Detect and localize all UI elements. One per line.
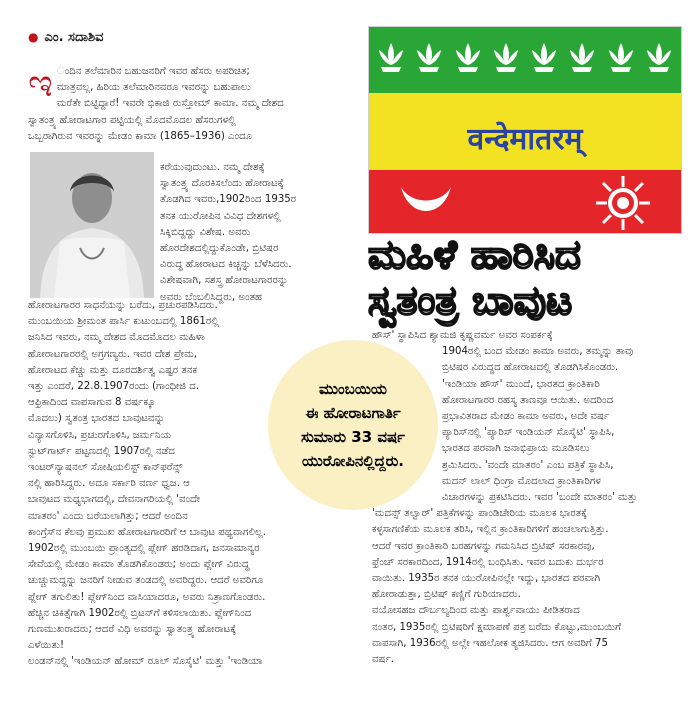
text-line: ತೊಡಗಿದ ಇವರು,1902ರಿಂದ 1935ರ	[160, 194, 297, 206]
text-line: ಭಾರತದ ಪರವಾಗಿ ಜನಾಭಿಪ್ರಾಯ ಮೂಡಿಸಲು	[442, 443, 590, 455]
article-column-1	[28, 298, 368, 671]
text-line: ಕಾಂಗ್ರೆಸ್‌ನ ಕೆಲವು ಪ್ರಮುಖ ಹೋರಾಟಗಾರರಿಗೆ ಆ ಬಾವುಟ ಪಥ್ಯವಾಗಲಿಲ್ಲ.	[28, 526, 267, 538]
text-line: ಹೆಚ್ಚಿನ ಚಿಕಿತ್ಸೆಗಾಗಿ 1902ರಲ್ಲಿ ಬ್ರಿಟನ್‌ಗೆ ಕಳಿಸಲಾಯಿತು. ಪ್ಲೇಗ್‌ನಿಂದ	[28, 607, 252, 619]
text-line: ವಯೋಸಹಜ ದೌರ್ಬಲ್ಯದಿಂದ ಮತ್ತು ಪಾರ್ಶ್ವವಾಯು ಪೀಡಿತರಾದ	[372, 605, 580, 617]
text-line: ಪ್ಲೇಗ್ ತಗುಲಿತು! ಪ್ಲೇಗ್‌ನಿಂದ ವಾಸಿಯಾದರೂ, ಅವರು ನಿತ್ರಾಣಗೊಂಡರು.	[28, 591, 266, 603]
text-line: ಕರೆಯುವುದುಂಟು. ನಮ್ಮ ದೇಶಕ್ಕೆ	[160, 162, 265, 173]
portrait-illustration	[30, 152, 154, 298]
flag-motto: वन्देमातरम्	[467, 122, 583, 157]
text-line: ಮರೆತೇ ಬಿಟ್ಟಿದ್ದಾರೆ! ಇವರೇ ಭಿಕಾಜಿ ರುಸ್ತೋಮ್ ಕಾಮಾ. ನಮ್ಮ ದೇಶದ	[56, 98, 284, 110]
article-beside-photo	[160, 160, 370, 306]
text-line: ಒಬ್ಬರಾಗಿರುವ ಇವರನ್ನು ಮೇಡಂ ಕಾಮಾ (1865–1936) ಎಂದೂ	[28, 130, 253, 142]
lotus-icon	[492, 41, 520, 75]
text-line: ವಿನ್ಯಾಸಗೊಳಿಸಿ, ಪ್ರಚುರಗೊಳಿಸಿ, ಜರ್ಮನಿಯ	[28, 429, 172, 441]
text-line: ಹೌಸ್' ಸ್ಥಾಪಿಸಿದ ಶ್ಯಾಮಜಿ ಕೃಷ್ಣವರ್ಮ ಅವರ ಸಂಪರ್ಕಕ್ಕೆ	[372, 330, 553, 341]
pull-quote-line: ಸುಮಾರು 33 ವರ್ಷ	[301, 428, 405, 446]
text-line: ಮದನ್ ಲಾಲ್ ಧಿಂಗ್ರಾ ಮೊದಲಾದ ಕ್ರಾಂತಿಕಾರಿಗಳ	[442, 475, 601, 487]
drop-cap: ಇ	[28, 61, 53, 105]
lotus-row	[377, 41, 673, 75]
text-line: ಸಿಕ್ಕಿಬಿದ್ದದ್ದು ವಿಶೇಷ. ಅವರು	[160, 226, 251, 238]
text-line: ತನಕ ಯುರೋಪಿನ ವಿವಿಧ ದೇಶಗಳಲ್ಲಿ	[160, 210, 281, 222]
author-name: ಎಂ. ಸದಾಶಿವ	[44, 30, 104, 45]
text-line: ಮುಂಬಯಿಯ ಶ್ರೀಮಂತ ಪಾರ್ಸಿ ಕುಟುಂಬದಲ್ಲಿ 1861ರಲ್ಲಿ	[28, 316, 219, 328]
lotus-icon	[530, 41, 558, 75]
bullet-icon: ●	[28, 30, 39, 44]
text-line: ಸೇವೆಯಲ್ಲಿ ಮೇಡಂ ಕಾಮಾ ತೊಡಗಿಕೊಂಡರು; ಅಂದು ಪ್ಲೇಗ್ ವಿರುದ್ಧ	[28, 559, 250, 571]
text-line: 1904ರಲ್ಲಿ ಬಂದ ಮೇಡಂ ಕಾಮಾ ಅವರು, ತಮ್ಮನ್ನು ತಾವು	[442, 346, 634, 358]
text-line: ಪ್ರಭಾವಿತರಾದ ಮೇಡಂ ಕಾಮಾ ಅವರು, ಅದೇ ವರ್ಷ	[442, 411, 610, 423]
text-line: ಮಾತ್ರವಲ್ಲ, ಹಿರಿಯ ತಲೆಮಾರಿನವರೂ ಇವರನ್ನು ಬಹುಪಾಲು	[56, 82, 251, 94]
pull-quote-line: ಈ ಹೋರಾಟಗಾರ್ತಿ	[305, 404, 401, 422]
text-line: ವಿರುದ್ಧ ಹೋರಾಟದ ಕಿಚ್ಚನ್ನು ಬೆಳೆಸಿದರು.	[160, 259, 292, 271]
text-line: ವಾಪಸಾಗಿ, 1936ರಲ್ಲಿ ಅಲ್ಲೇ ಇಹಲೋಕ ತ್ಯಜಿಸಿದರು. ಆಗ ಅವರಿಗೆ 75	[372, 637, 609, 649]
headline-line-2: ಸ್ವತಂತ್ರ ಬಾವುಟ	[368, 278, 573, 324]
text-line: ಎಳೆಯಿತು!	[28, 640, 65, 652]
text-line: ಹೋರಾಟದ ಕೆಚ್ಚು ಮತ್ತು ದೂರದರ್ಶಿತ್ವ ಎಷ್ಟರ ತನಕ	[28, 364, 198, 376]
text-line: ಸ್ಟುಟ್‌ಗಾರ್ಟ್ ಪಟ್ಟಣದಲ್ಲಿ 1907ರಲ್ಲಿ ನಡೆದ	[28, 445, 176, 457]
crescent-moon-icon	[399, 179, 453, 225]
lotus-icon	[377, 41, 405, 75]
text-line: ಹೋರಾಟಗಾರರ ರಹಸ್ಯ ತಾಣವೂ ಆಯಿತು. ಅದರಿಂದ	[442, 394, 614, 406]
text-line: ನಂತರ, 1935ರಲ್ಲಿ ಬ್ರಿಟಿಷರಿಗೆ ಕ್ಷಮಾಪಣೆ ಪತ್ರ ಬರೆದು ಕೊಟ್ಟು,ಮುಂಬಯಿಗೆ	[372, 621, 621, 633]
lotus-icon	[645, 41, 673, 75]
byline	[28, 30, 103, 45]
lotus-icon	[454, 41, 482, 75]
text-line: ಬಾವುಟದ ಮಧ್ಯಭಾಗದಲ್ಲಿ, ದೇವನಾಗರಿಯಲ್ಲಿ 'ವಂದೇ	[28, 494, 201, 506]
text-line: ಜನಿಸಿದ ಇವರು, ನಮ್ಮ ದೇಶದ ಮೊದಮೊದಲ ಮಹಿಳಾ	[28, 332, 206, 344]
text-line: ನಲ್ಲಿ ಹಾರಿಸಿದ್ದರು. ಅದೂ ಸರ್ಕಾರಿ ವರ್ಣ ಧ್ವಜ. ಆ	[28, 478, 190, 490]
text-line: ಅವರು ಬೆಂಬಲಿಸಿದ್ದರು, ಅಂತಹ	[160, 291, 263, 303]
headline	[368, 232, 686, 324]
text-line: ಪ್ಯಾರಿಸ್‌ನಲ್ಲಿ 'ಪ್ಯಾರಿಸ್ ಇಂಡಿಯನ್ ಸೊಸೈಟಿ' ಸ್ಥಾಪಿಸಿ,	[442, 427, 615, 439]
text-line: ಕಳ್ಳಸಾಗಣಿಕೆಯ ಮೂಲಕ ತರಿಸಿ, ಇಲ್ಲಿನ ಕ್ರಾಂತಿಕಾರಿಗಳಿಗೆ ಹಂಚಲಾಗುತ್ತಿತ್ತು.	[372, 524, 609, 536]
text-line: 'ಇಂಡಿಯಾ ಹೌಸ್' ಮುಂದೆ, ಭಾರತದ ಕ್ರಾಂತಿಕಾರಿ	[442, 378, 600, 390]
text-line: ಹೋರಾಟಗಾರರ ಸಾಧನೆಯನ್ನು ಬರೆದು, ಪ್ರಚುರಪಡಿಸಿದರು.	[28, 300, 218, 311]
text-line: ಆಫ್ರಿಕಾದಿಂದ ವಾಪಸಾಗುವ 8 ವರ್ಷಕ್ಕೂ	[28, 397, 156, 409]
text-line: ಇಂಟರ್‌ನ್ಯಾಷನಲ್ ಸೋಷಿಯಲಿಸ್ಟ್ ಕಾನ್‌ಫರೆನ್ಸ್	[28, 462, 183, 474]
text-line: ಗುಣಮುಖರಾದರು; ಆದರೆ ವಿಧಿ ಅವರನ್ನು ಸ್ವಾತಂತ್ರ್ಯ ಹೋರಾಟಕ್ಕೆ	[28, 624, 237, 636]
text-line: ಹೊರದೇಶದಲ್ಲಿದ್ದುಕೊಂಡೇ, ಬ್ರಿಟಿಷರ	[160, 243, 279, 255]
pull-quote-line: ಯುರೋಪಿನಲ್ಲಿದ್ದರು.	[301, 452, 404, 470]
lotus-icon	[415, 41, 443, 75]
text-line: ಮೊದಲು) ಸ್ವತಂತ್ರ ಭಾರತದ ಬಾವುಟವನ್ನು	[28, 413, 165, 425]
sun-icon	[595, 175, 651, 231]
text-line: ವಾಯಿತು. 1935ರ ತನಕ ಯುರೋಪಿನಲ್ಲೇ ಇದ್ದು, ಭಾರತದ ಪರವಾಗಿ	[372, 573, 601, 585]
text-line: ಶ್ರಮಿಸಿದರು. 'ವಂದೇ ಮಾತರಂ' ಎಂಬ ಪತ್ರಿಕೆ ಸ್ಥಾಪಿಸಿ,	[442, 459, 614, 471]
pull-quote-line: ಮುಂಬಯಿಯ	[318, 380, 387, 398]
text-line: ಚುಚ್ಚುಮದ್ದನ್ನು ಜನರಿಗೆ ನೀಡುವ ತಂಡದಲ್ಲಿ ಅವರಿದ್ದರು. ಆದರೆ ಅವರಿಗೂ	[28, 575, 264, 587]
lotus-icon	[607, 41, 635, 75]
lotus-icon	[568, 41, 596, 75]
text-line: ಬ್ರಿಟಿಷರ ವಿರುದ್ಧದ ಹೋರಾಟದಲ್ಲಿ ತೊಡಗಿಸಿಕೊಂಡರು.	[442, 362, 619, 374]
text-line: ಸ್ವಾತಂತ್ರ್ಯ ಹೋರಾಟಗಾರ ಪಟ್ಟಿಯಲ್ಲಿ ಮೊದಮೊದಲ ಹೆಸರುಗಳಲ್ಲಿ	[28, 114, 236, 126]
portrait-photo	[30, 152, 154, 298]
text-line: ವಿಚಾರಗಳನ್ನು ಪ್ರಕಟಿಸಿದರು. ಇವರ 'ಬಂದೇ ಮಾತರಂ' ಮತ್ತು	[442, 492, 638, 504]
text-line: ವಿಶೇಷವಾಗಿ, ಸಶಸ್ತ್ರ ಹೋರಾಟಗಾರರನ್ನು	[160, 275, 289, 287]
text-line: ಂದಿನ ತಲೆಮಾರಿನ ಬಹುಜನರಿಗೆ ಇವರ ಹೆಸರು ಅಪರಿಚಿತ;	[56, 66, 250, 77]
text-line: ಫ್ರೆಂಚ್ ಸರಕಾರದಿಂದ, 1914ರಲ್ಲಿ ಬಂಧಿಸಿತು. ಇವರ ಬದುಕು ದುರ್ಭರ	[372, 556, 604, 568]
text-line: ಹೋರಾಟಗಾರರಲ್ಲಿ ಅಗ್ರಗಣ್ಯರು. ಇವರ ದೇಶ ಪ್ರೇಮ,	[28, 348, 198, 360]
text-line: ವರ್ಷ.	[372, 654, 394, 666]
text-line: ಆದರೆ ಇವರ ಕ್ರಾಂತಿಕಾರಿ ಬರಹಗಳನ್ನು ಗಮನಿಸಿದ ಬ್ರಿಟಿಷ್ ಸರಕಾರವು,	[372, 540, 595, 552]
article-intro	[28, 61, 368, 145]
text-line: 'ಮದನ್ಸ್ ತಲ್ವಾರ್' ಪತ್ರಿಕೆಗಳನ್ನು ಪಾಂಡಿಚೇರಿಯ ಮೂಲಕ ಭಾರತಕ್ಕೆ	[372, 508, 588, 520]
article-column-2	[372, 328, 690, 668]
text-line: ಇತ್ತು ಎಂದರೆ, 22.8.1907ರಂದು (ಗಾಂಧೀಜಿ ದ.	[28, 381, 200, 393]
vande-mataram-flag	[368, 26, 682, 234]
text-line: ಹೋರಾಡುತ್ತಾ, ಬ್ರಿಟಿಷ್ ಕಣ್ಣಿಗೆ ಗುರಿಯಾದರು.	[372, 589, 521, 601]
text-line: ಸ್ವಾತಂತ್ರ್ಯ ದೊರಕಿಸಲೆಂದು ಹೋರಾಟಕ್ಕೆ	[160, 178, 284, 190]
text-line: ಲಂಡನ್‌ನಲ್ಲಿ 'ಇಂಡಿಯನ್ ಹೋಮ್ ರೂಲ್ ಸೊಸೈಟಿ' ಮತ್ತು 'ಇಂಡಿಯಾ	[28, 656, 263, 668]
text-line: ಮಾತರಂ' ಎಂದು ಬರೆಯಲಾಗಿತ್ತು; ಆದರೆ ಅಂದಿನ	[28, 510, 188, 522]
headline-line-1: ಮಹಿಳೆ ಹಾರಿಸಿದ	[368, 232, 581, 278]
text-line: 1902ರಲ್ಲಿ ಮುಂಬಯಿ ಪ್ರಾಂತ್ಯದಲ್ಲಿ ಪ್ಲೇಗ್ ಹರಡಿದಾಗ, ಜನಸಾಮಾನ್ಯರ	[28, 543, 260, 555]
